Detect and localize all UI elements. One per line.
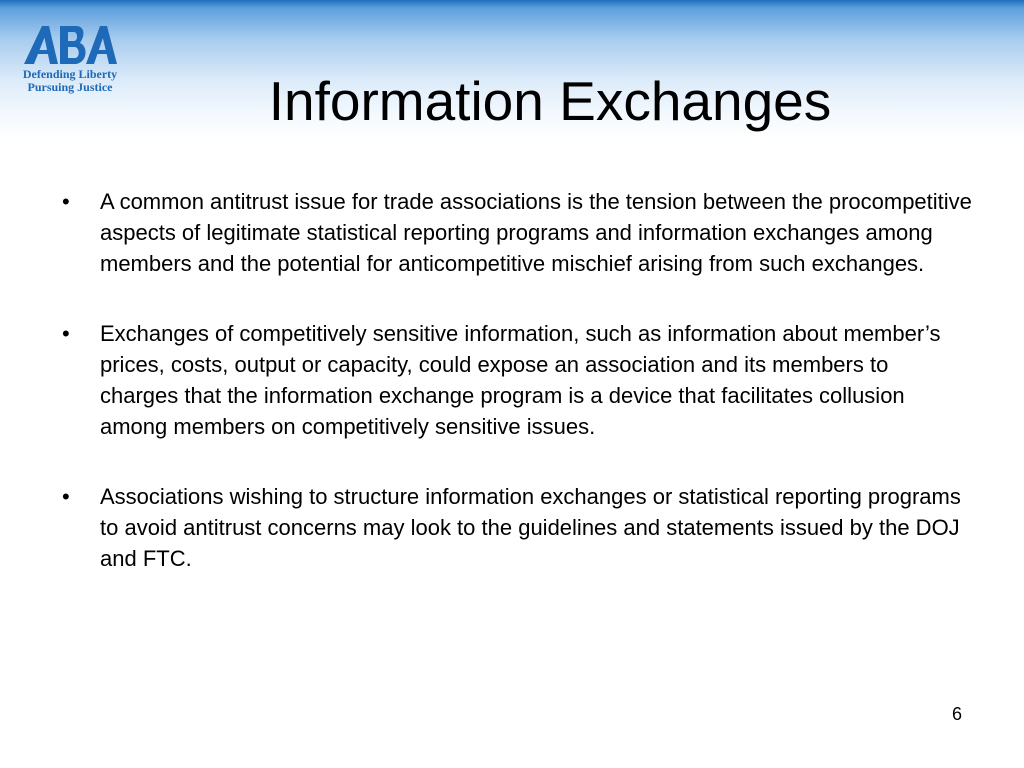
bullet-list [62,186,972,613]
bullet-text: A common antitrust issue for trade associations is the tension between the procompetitive aspects of legitimate statistical reporting programs and information exchanges among members and the potential for anticompetitive mischief arising from such exchanges. [100,189,972,276]
bullet-item [62,186,972,279]
tagline-line-2: Pursuing Justice [27,80,113,94]
bullet-dot-icon: • [62,484,70,509]
bullet-text: Exchanges of competitively sensitive information, such as information about member’s prices, costs, output or capacity, could expose an association and its members to charges that the information exchange program is a device that facilitates collusion among members on competitively sensitive issues. [100,321,941,439]
logo-tagline [18,68,122,94]
slide-title: Information Exchanges [268,70,832,132]
page-number: 6 [951,704,962,724]
bullet-text: Associations wishing to structure information exchanges or statistical reporting programs to avoid antitrust concerns may look to the guidelines and statements issued by the DOJ and FTC. [100,484,961,571]
aba-logo [18,24,122,100]
tagline-line-1: Defending Liberty [22,67,118,81]
bullet-item [62,318,972,442]
bullet-dot-icon: • [62,189,70,214]
bullet-item [62,481,972,574]
bullet-dot-icon: • [62,321,70,346]
aba-logo-mark [22,24,118,66]
